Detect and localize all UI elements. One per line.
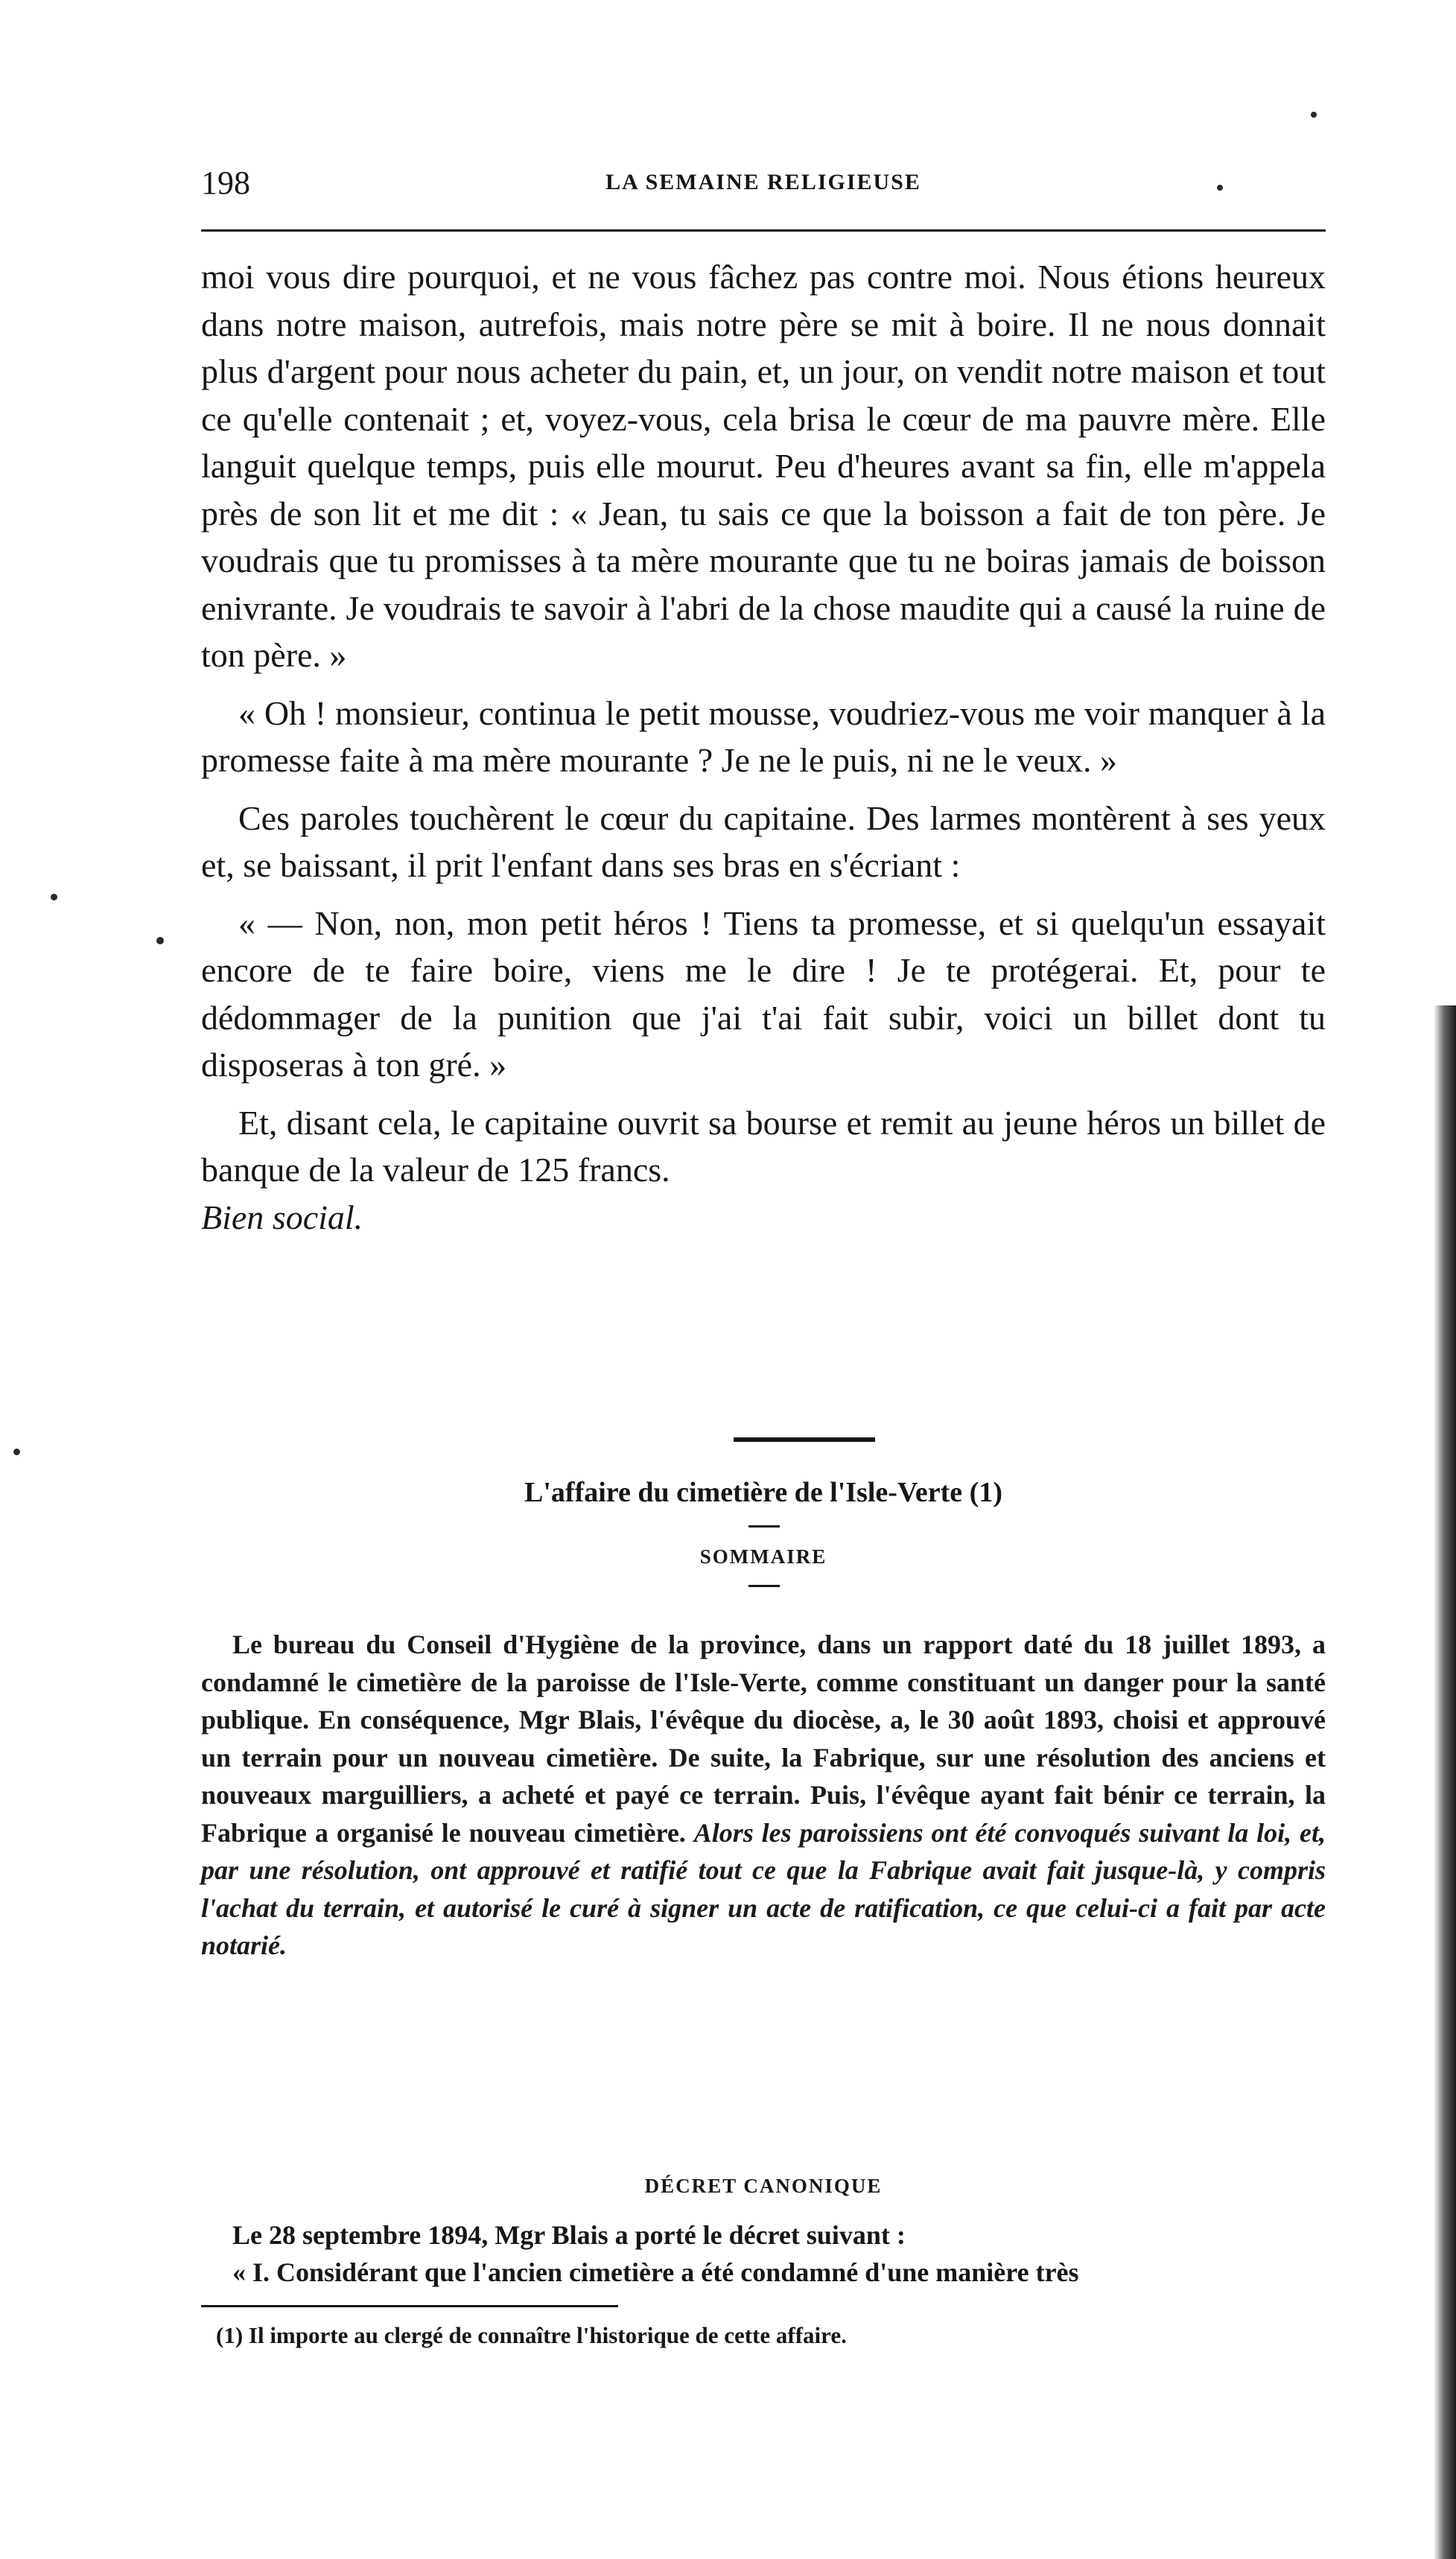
scan-speck (1311, 112, 1317, 118)
decree-intro: Le 28 septembre 1894, Mgr Blais a porté le décret suivant : (232, 2220, 906, 2250)
summary-rule (748, 1585, 780, 1587)
footnote: (1) Il importe au clergé de connaître l'historique de cette affaire. (216, 2322, 847, 2348)
summary-text (201, 1626, 1326, 1965)
scan-speck (156, 937, 164, 944)
story-paragraph: moi vous dire pourquoi, et ne vous fâchez pas contre moi. Nous étions heureux dans notre maison, autrefois, mais notre père se mit à boire. Il ne nous donnait plus d'argent pour nous acheter du pain, et, un jour, on vendit notre maison et tout ce qu'elle contenait ; et, voyez-vous, cela brisa le cœur de ma pauvre mère. Elle languit quelque temps, puis elle mourut. Peu d'heures avant sa fin, elle m'appela près de son lit et me dit : « Jean, tu sais ce que la boisson a fait de ton père. Je voudrais que tu promisses à ta mère mourante que tu ne boiras jamais de boisson enivrante. Je voudrais te savoir à l'abri de la chose maudite qui a causé la ruine de ton père. » (201, 258, 1326, 674)
story-paragraph: Et, disant cela, le capitaine ouvrit sa bourse et remit au jeune héros un billet de banque de la valeur de 125 francs. (201, 1103, 1326, 1189)
running-title: LA SEMAINE RELIGIEUSE (605, 170, 921, 194)
story-text (201, 253, 1326, 1241)
document-page (201, 149, 1326, 2348)
running-head (201, 149, 1326, 201)
summary-heading: SOMMAIRE (699, 1545, 827, 1568)
decree-heading: DÉCRET CANONIQUE (644, 2175, 883, 2197)
header-rule (201, 229, 1326, 232)
summary-paragraph (201, 1626, 1326, 1965)
scan-speck (51, 894, 57, 900)
story-paragraph: Ces paroles touchèrent le cœur du capitaine. Des larmes montèrent à ses yeux et, se baissant, il prit l'enfant dans ses bras en s'écriant : (201, 798, 1326, 884)
section-divider (734, 1437, 875, 1442)
page-number: 198 (201, 165, 250, 201)
story-source: Bien social. (201, 1198, 363, 1236)
summary-italic: Alors les paroissiens ont été convoqués suivant la loi, et, par une résolution, ont approuvé et ratifié tout ce que la Fabrique avait fait jusque-là, y compris l'achat du terrain, et autorisé le curé à signer un acte de ratification, ce que celui-ci a fait par acte notarié. (201, 1817, 1326, 1960)
article-title: L'affaire du cimetière de l'Isle-Verte (1) (524, 1477, 1002, 1508)
scan-speck (13, 1449, 20, 1455)
decree-first-clause: « I. Considérant que l'ancien cimetière a été condamné d'une manière très (232, 2257, 1079, 2287)
title-rule (748, 1525, 780, 1528)
footnote-rule (201, 2305, 618, 2307)
summary-plain: Le bureau du Conseil d'Hygiène de la province, dans un rapport daté du 18 juillet 1893, a condamné le cimetière de la paroisse de l'Isle-Verte, comme constituant un danger pour la santé publique. En conséquence, Mgr Blais, l'évêque du diocèse, a, le 30 août 1893, choisi et approuvé un terrain pour un nouveau cimetière. De suite, la Fabrique, sur une résolution des anciens et nouveaux marguilliers, a acheté et payé ce terrain. Puis, l'évêque ayant fait bénir ce terrain, la Fabrique a organisé le nouveau cimetière. (201, 1630, 1326, 1848)
decree-text (201, 2216, 1326, 2291)
story-paragraph: « Oh ! monsieur, continua le petit mousse, voudriez-vous me voir manquer à la promesse faite à ma mère mourante ? Je ne le puis, ni ne le veux. » (201, 693, 1326, 779)
scan-edge-shadow (1434, 1005, 1456, 2559)
story-paragraph: « — Non, non, mon petit héros ! Tiens ta promesse, et si quelqu'un essayait encore de te faire boire, viens me le dire ! Je te protégerai. Et, pour te dédommager de la punition que j'ai t'ai fait subir, voici un billet dont tu disposeras à ton gré. » (201, 903, 1326, 1084)
